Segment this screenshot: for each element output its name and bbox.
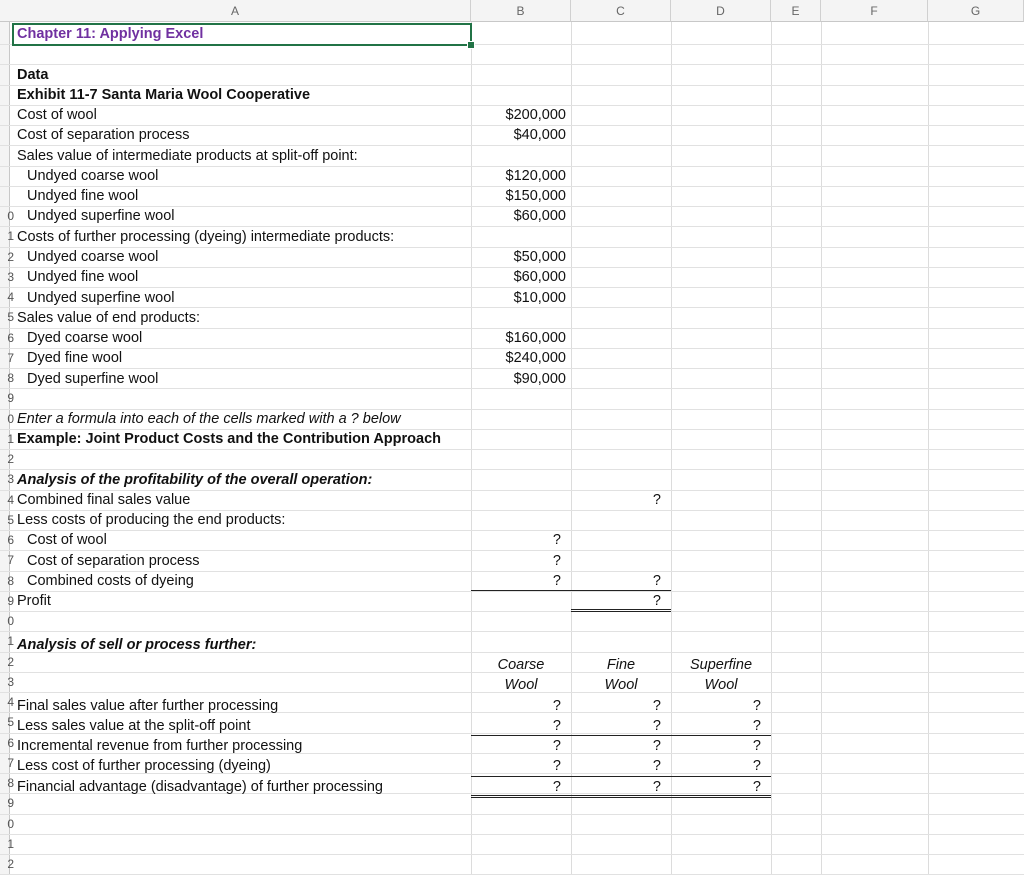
split-off-coarse-value[interactable]: $120,000 <box>505 168 566 184</box>
dyeing-total-value[interactable]: ? <box>652 573 661 589</box>
financial-advantage-coarse[interactable]: ? <box>552 779 561 795</box>
row-number[interactable]: 2 <box>7 655 14 669</box>
end-superfine-value[interactable]: $90,000 <box>513 371 566 387</box>
row-number[interactable]: 7 <box>7 553 14 567</box>
less-costs-label[interactable]: Less costs of producing the end products: <box>17 512 286 528</box>
further-cost-label[interactable]: Less cost of further processing (dyeing) <box>17 758 271 774</box>
split-off-superfine-label[interactable]: Undyed superfine wool <box>27 208 175 224</box>
row-number[interactable]: 5 <box>7 715 14 729</box>
row-number[interactable]: 5 <box>7 310 14 324</box>
row-number[interactable]: 3 <box>7 675 14 689</box>
row-number[interactable]: 0 <box>7 614 14 628</box>
end-products-heading[interactable]: Sales value of end products: <box>17 310 200 326</box>
profit-label[interactable]: Profit <box>17 593 51 609</box>
coarse-header-top[interactable]: Coarse <box>497 657 545 673</box>
row-number[interactable]: 0 <box>7 412 14 426</box>
row-number[interactable]: 3 <box>7 270 14 284</box>
split-off-fine-label[interactable]: Undyed fine wool <box>27 188 139 204</box>
row-number[interactable]: 1 <box>7 837 14 851</box>
instruction-text[interactable]: Enter a formula into each of the cells marked with a ? below <box>17 411 401 427</box>
dyeing-value[interactable]: ? <box>552 573 561 589</box>
further-cost-superfine[interactable]: ? <box>752 758 761 774</box>
further-coarse-label[interactable]: Undyed coarse wool <box>27 249 159 265</box>
cost-sep-value[interactable]: ? <box>552 553 561 569</box>
incremental-revenue-label[interactable]: Incremental revenue from further processing <box>17 738 303 754</box>
end-fine-value[interactable]: $240,000 <box>505 350 566 366</box>
financial-advantage-label[interactable]: Financial advantage (disadvantage) of further processing <box>17 779 383 795</box>
row-number[interactable]: 4 <box>7 493 14 507</box>
column-header-f[interactable]: F <box>821 0 928 22</box>
split-off-heading[interactable]: Sales value of intermediate products at split-off point: <box>17 148 358 164</box>
row-number[interactable]: 8 <box>7 776 14 790</box>
profit-value[interactable]: ? <box>652 593 661 609</box>
incremental-revenue-coarse[interactable]: ? <box>552 738 561 754</box>
example-title[interactable]: Example: Joint Product Costs and the Contribution Approach <box>17 431 442 447</box>
further-coarse-value[interactable]: $50,000 <box>513 249 566 265</box>
cost-wool-value[interactable]: ? <box>552 532 561 548</box>
row-number[interactable]: 7 <box>7 756 14 770</box>
further-fine-label[interactable]: Undyed fine wool <box>27 269 139 285</box>
further-fine-value[interactable]: $60,000 <box>513 269 566 285</box>
exhibit-title[interactable]: Exhibit 11-7 Santa Maria Wool Cooperative <box>17 87 311 103</box>
dyeing-label[interactable]: Combined costs of dyeing <box>27 573 194 589</box>
row-number[interactable]: 9 <box>7 594 14 608</box>
cost-of-separation-label[interactable]: Cost of separation process <box>17 127 190 143</box>
column-header-c[interactable]: C <box>571 0 671 22</box>
split-off-coarse-label[interactable]: Undyed coarse wool <box>27 168 159 184</box>
further-cost-fine[interactable]: ? <box>652 758 661 774</box>
row-number[interactable]: 3 <box>7 472 14 486</box>
split-off-value-coarse[interactable]: ? <box>552 718 561 734</box>
column-header-a[interactable]: A <box>0 0 471 22</box>
further-processing-heading[interactable]: Costs of further processing (dyeing) intermediate products: <box>17 229 395 245</box>
column-header-b[interactable]: B <box>471 0 571 22</box>
row-number[interactable]: 2 <box>7 250 14 264</box>
row-number[interactable]: 5 <box>7 513 14 527</box>
row-number[interactable]: 0 <box>7 209 14 223</box>
end-fine-label[interactable]: Dyed fine wool <box>27 350 123 366</box>
row-gridline <box>0 814 1024 815</box>
overall-heading[interactable]: Analysis of the profitability of the overall operation: <box>17 472 373 488</box>
final-sales-coarse[interactable]: ? <box>552 698 561 714</box>
further-superfine-value[interactable]: $10,000 <box>513 290 566 306</box>
row-gridline <box>0 591 1024 592</box>
combined-sales-label[interactable]: Combined final sales value <box>17 492 191 508</box>
row-gridline <box>0 854 1024 855</box>
row-number[interactable]: 1 <box>7 229 14 243</box>
row-number[interactable]: 6 <box>7 533 14 547</box>
row-number[interactable]: 6 <box>7 736 14 750</box>
row-number[interactable]: 4 <box>7 290 14 304</box>
final-sales-label[interactable]: Final sales value after further processing <box>17 698 279 714</box>
incremental-revenue-fine[interactable]: ? <box>652 738 661 754</box>
column-header-d[interactable]: D <box>671 0 771 22</box>
split-off-fine-value[interactable]: $150,000 <box>505 188 566 204</box>
row-number[interactable]: 2 <box>7 857 14 871</box>
row-number[interactable]: 8 <box>7 574 14 588</box>
cost-of-separation-value[interactable]: $40,000 <box>513 127 566 143</box>
sell-or-process-heading[interactable]: Analysis of sell or process further: <box>17 637 257 653</box>
superfine-header-top[interactable]: Superfine <box>689 657 753 673</box>
cost-of-wool-value[interactable]: $200,000 <box>505 107 566 123</box>
end-superfine-label[interactable]: Dyed superfine wool <box>27 371 159 387</box>
row-number[interactable]: 7 <box>7 351 14 365</box>
final-sales-superfine[interactable]: ? <box>752 698 761 714</box>
financial-advantage-fine[interactable]: ? <box>652 779 661 795</box>
financial-advantage-superfine[interactable]: ? <box>752 779 761 795</box>
row-number[interactable]: 2 <box>7 452 14 466</box>
data-heading[interactable]: Data <box>17 67 49 83</box>
superfine-header-bottom[interactable]: Wool <box>704 677 738 693</box>
split-off-value-label[interactable]: Less sales value at the split-off point <box>17 718 251 734</box>
row-number[interactable]: 1 <box>7 432 14 446</box>
incremental-revenue-superfine[interactable]: ? <box>752 738 761 754</box>
fine-header-top[interactable]: Fine <box>606 657 636 673</box>
split-off-value-superfine[interactable]: ? <box>752 718 761 734</box>
fill-handle[interactable] <box>467 41 475 49</box>
column-header-g[interactable]: G <box>928 0 1024 22</box>
further-cost-coarse[interactable]: ? <box>552 758 561 774</box>
split-off-value-fine[interactable]: ? <box>652 718 661 734</box>
cost-wool-label[interactable]: Cost of wool <box>27 532 107 548</box>
row-gridline <box>0 64 1024 65</box>
fine-header-bottom[interactable]: Wool <box>604 677 638 693</box>
row-number[interactable]: 0 <box>7 817 14 831</box>
row-number[interactable]: 6 <box>7 331 14 345</box>
row-number[interactable]: 1 <box>7 634 14 648</box>
cost-sep-label[interactable]: Cost of separation process <box>27 553 200 569</box>
column-header-e[interactable]: E <box>771 0 821 22</box>
row-number[interactable]: 4 <box>7 695 14 709</box>
row-gridline <box>0 611 1024 612</box>
final-sales-fine[interactable]: ? <box>652 698 661 714</box>
split-off-superfine-value[interactable]: $60,000 <box>513 208 566 224</box>
end-coarse-label[interactable]: Dyed coarse wool <box>27 330 143 346</box>
row-gridline <box>0 449 1024 450</box>
double-underline <box>471 795 771 798</box>
double-underline <box>571 609 671 612</box>
cost-of-wool-label[interactable]: Cost of wool <box>17 107 97 123</box>
row-gridline <box>0 631 1024 632</box>
row-number[interactable]: 9 <box>7 391 14 405</box>
end-coarse-value[interactable]: $160,000 <box>505 330 566 346</box>
sheet-title[interactable]: Chapter 11: Applying Excel <box>17 26 204 42</box>
combined-sales-value[interactable]: ? <box>652 492 661 508</box>
coarse-header-bottom[interactable]: Wool <box>504 677 538 693</box>
row-number[interactable]: 9 <box>7 796 14 810</box>
row-gridline <box>0 834 1024 835</box>
further-superfine-label[interactable]: Undyed superfine wool <box>27 290 175 306</box>
row-number[interactable]: 8 <box>7 371 14 385</box>
